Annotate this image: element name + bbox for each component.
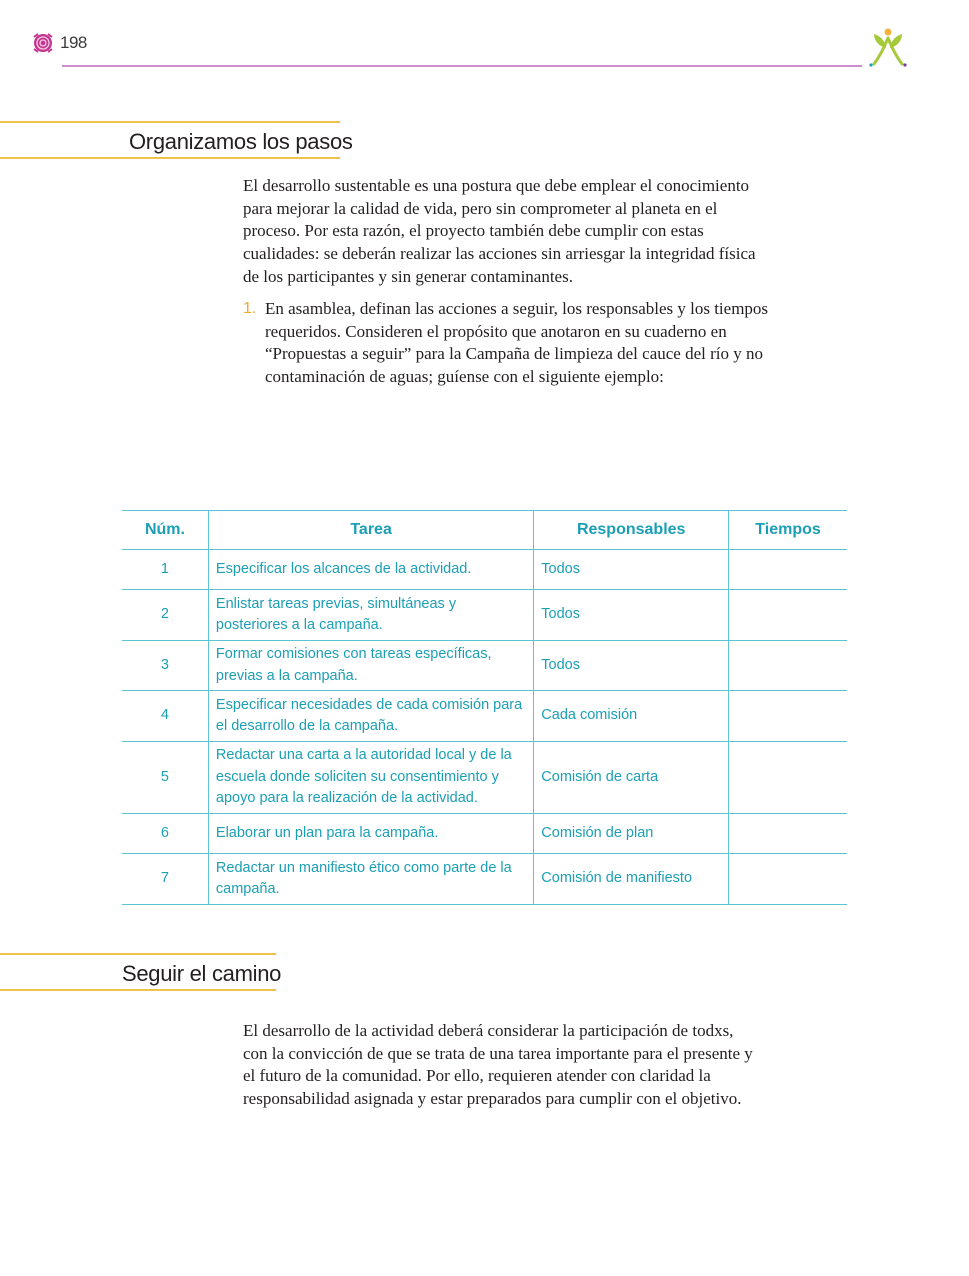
- row-responsables: Comisión de carta: [534, 742, 729, 814]
- table-row: [122, 590, 847, 641]
- section-title: Organizamos los pasos: [129, 129, 353, 154]
- table-row: [122, 854, 847, 905]
- intro-paragraph-text: El desarrollo sustentable es una postura que debe emplear el conocimiento para mejorar la calidad de vida, pero sin comprometer al planeta en el proceso. Por esta razón, el proyecto también debe cumplir con estas cualidades: se deberán realizar las acciones sin arriesgar la integridad física de los participantes y sin generar contaminantes.: [243, 176, 756, 286]
- header-tarea: Tarea: [208, 511, 533, 550]
- row-num: 1: [122, 550, 208, 590]
- table-header-row: [122, 511, 847, 550]
- row-tiempos: [729, 691, 847, 742]
- row-tiempos: [729, 550, 847, 590]
- row-tiempos: [729, 590, 847, 641]
- flower-icon: [33, 33, 53, 53]
- row-num: 6: [122, 814, 208, 854]
- table-row: [122, 814, 847, 854]
- row-tarea: Redactar una carta a la autoridad local y de la escuela donde soliciten su consentimiento y apoyo para la realización de la actividad.: [208, 742, 533, 814]
- row-tarea: Especificar necesidades de cada comisión para el desarrollo de la campaña.: [208, 691, 533, 742]
- row-num: 4: [122, 691, 208, 742]
- row-tarea: Formar comisiones con tareas específicas, previas a la campaña.: [208, 641, 533, 691]
- row-responsables: Comisión de plan: [534, 814, 729, 854]
- instruction-text: En asamblea, definan las acciones a seguir, los responsables y los tiempos requeridos. Consideren el propósito que anotaron en su cuaderno en “Propuestas a seguir” para la Campaña de limpieza del cauce del río y no contaminación de aguas; guíense con el siguiente ejemplo:: [265, 299, 769, 387]
- row-responsables: Comisión de manifiesto: [534, 854, 729, 905]
- section-heading-organizamos: [0, 121, 353, 161]
- closing-paragraph-text: El desarrollo de la actividad deberá considerar la participación de todxs, con la convicción de que se trata de una tarea importante para el presente y el futuro de la comunidad. Por ello, requieren atender con claridad la responsabilidad asignada y estar preparados para cumplir con el objetivo.: [243, 1021, 753, 1109]
- section-title: Seguir el camino: [122, 961, 282, 986]
- row-num: 7: [122, 854, 208, 905]
- row-responsables: Cada comisión: [534, 691, 729, 742]
- closing-paragraph: [243, 1020, 758, 1111]
- row-tarea: Elaborar un plan para la campaña.: [208, 814, 533, 854]
- tasks-table: [122, 510, 847, 905]
- header-tiempos: Tiempos: [729, 511, 847, 550]
- intro-paragraph: [243, 175, 773, 289]
- row-responsables: Todos: [534, 590, 729, 641]
- table-row: [122, 742, 847, 814]
- table-row: [122, 550, 847, 590]
- header-responsables: Responsables: [534, 511, 729, 550]
- table-row: [122, 641, 847, 691]
- row-tarea: Especificar los alcances de la actividad.: [208, 550, 533, 590]
- table-row: [122, 691, 847, 742]
- row-tiempos: [729, 641, 847, 691]
- section-heading-seguir: [0, 953, 282, 993]
- row-num: 3: [122, 641, 208, 691]
- page-number: 198: [60, 33, 87, 52]
- row-tarea: Enlistar tareas previas, simultáneas y posteriores a la campaña.: [208, 590, 533, 641]
- row-tiempos: [729, 814, 847, 854]
- row-num: 5: [122, 742, 208, 814]
- row-tiempos: [729, 854, 847, 905]
- row-responsables: Todos: [534, 641, 729, 691]
- sprout-logo-icon: [866, 26, 910, 70]
- row-tarea: Redactar un manifiesto ético como parte de la campaña.: [208, 854, 533, 905]
- row-tiempos: [729, 742, 847, 814]
- instruction-number: 1.: [243, 300, 257, 317]
- row-num: 2: [122, 590, 208, 641]
- row-responsables: Todos: [534, 550, 729, 590]
- header-num: Núm.: [122, 511, 208, 550]
- header-rule: [62, 65, 862, 67]
